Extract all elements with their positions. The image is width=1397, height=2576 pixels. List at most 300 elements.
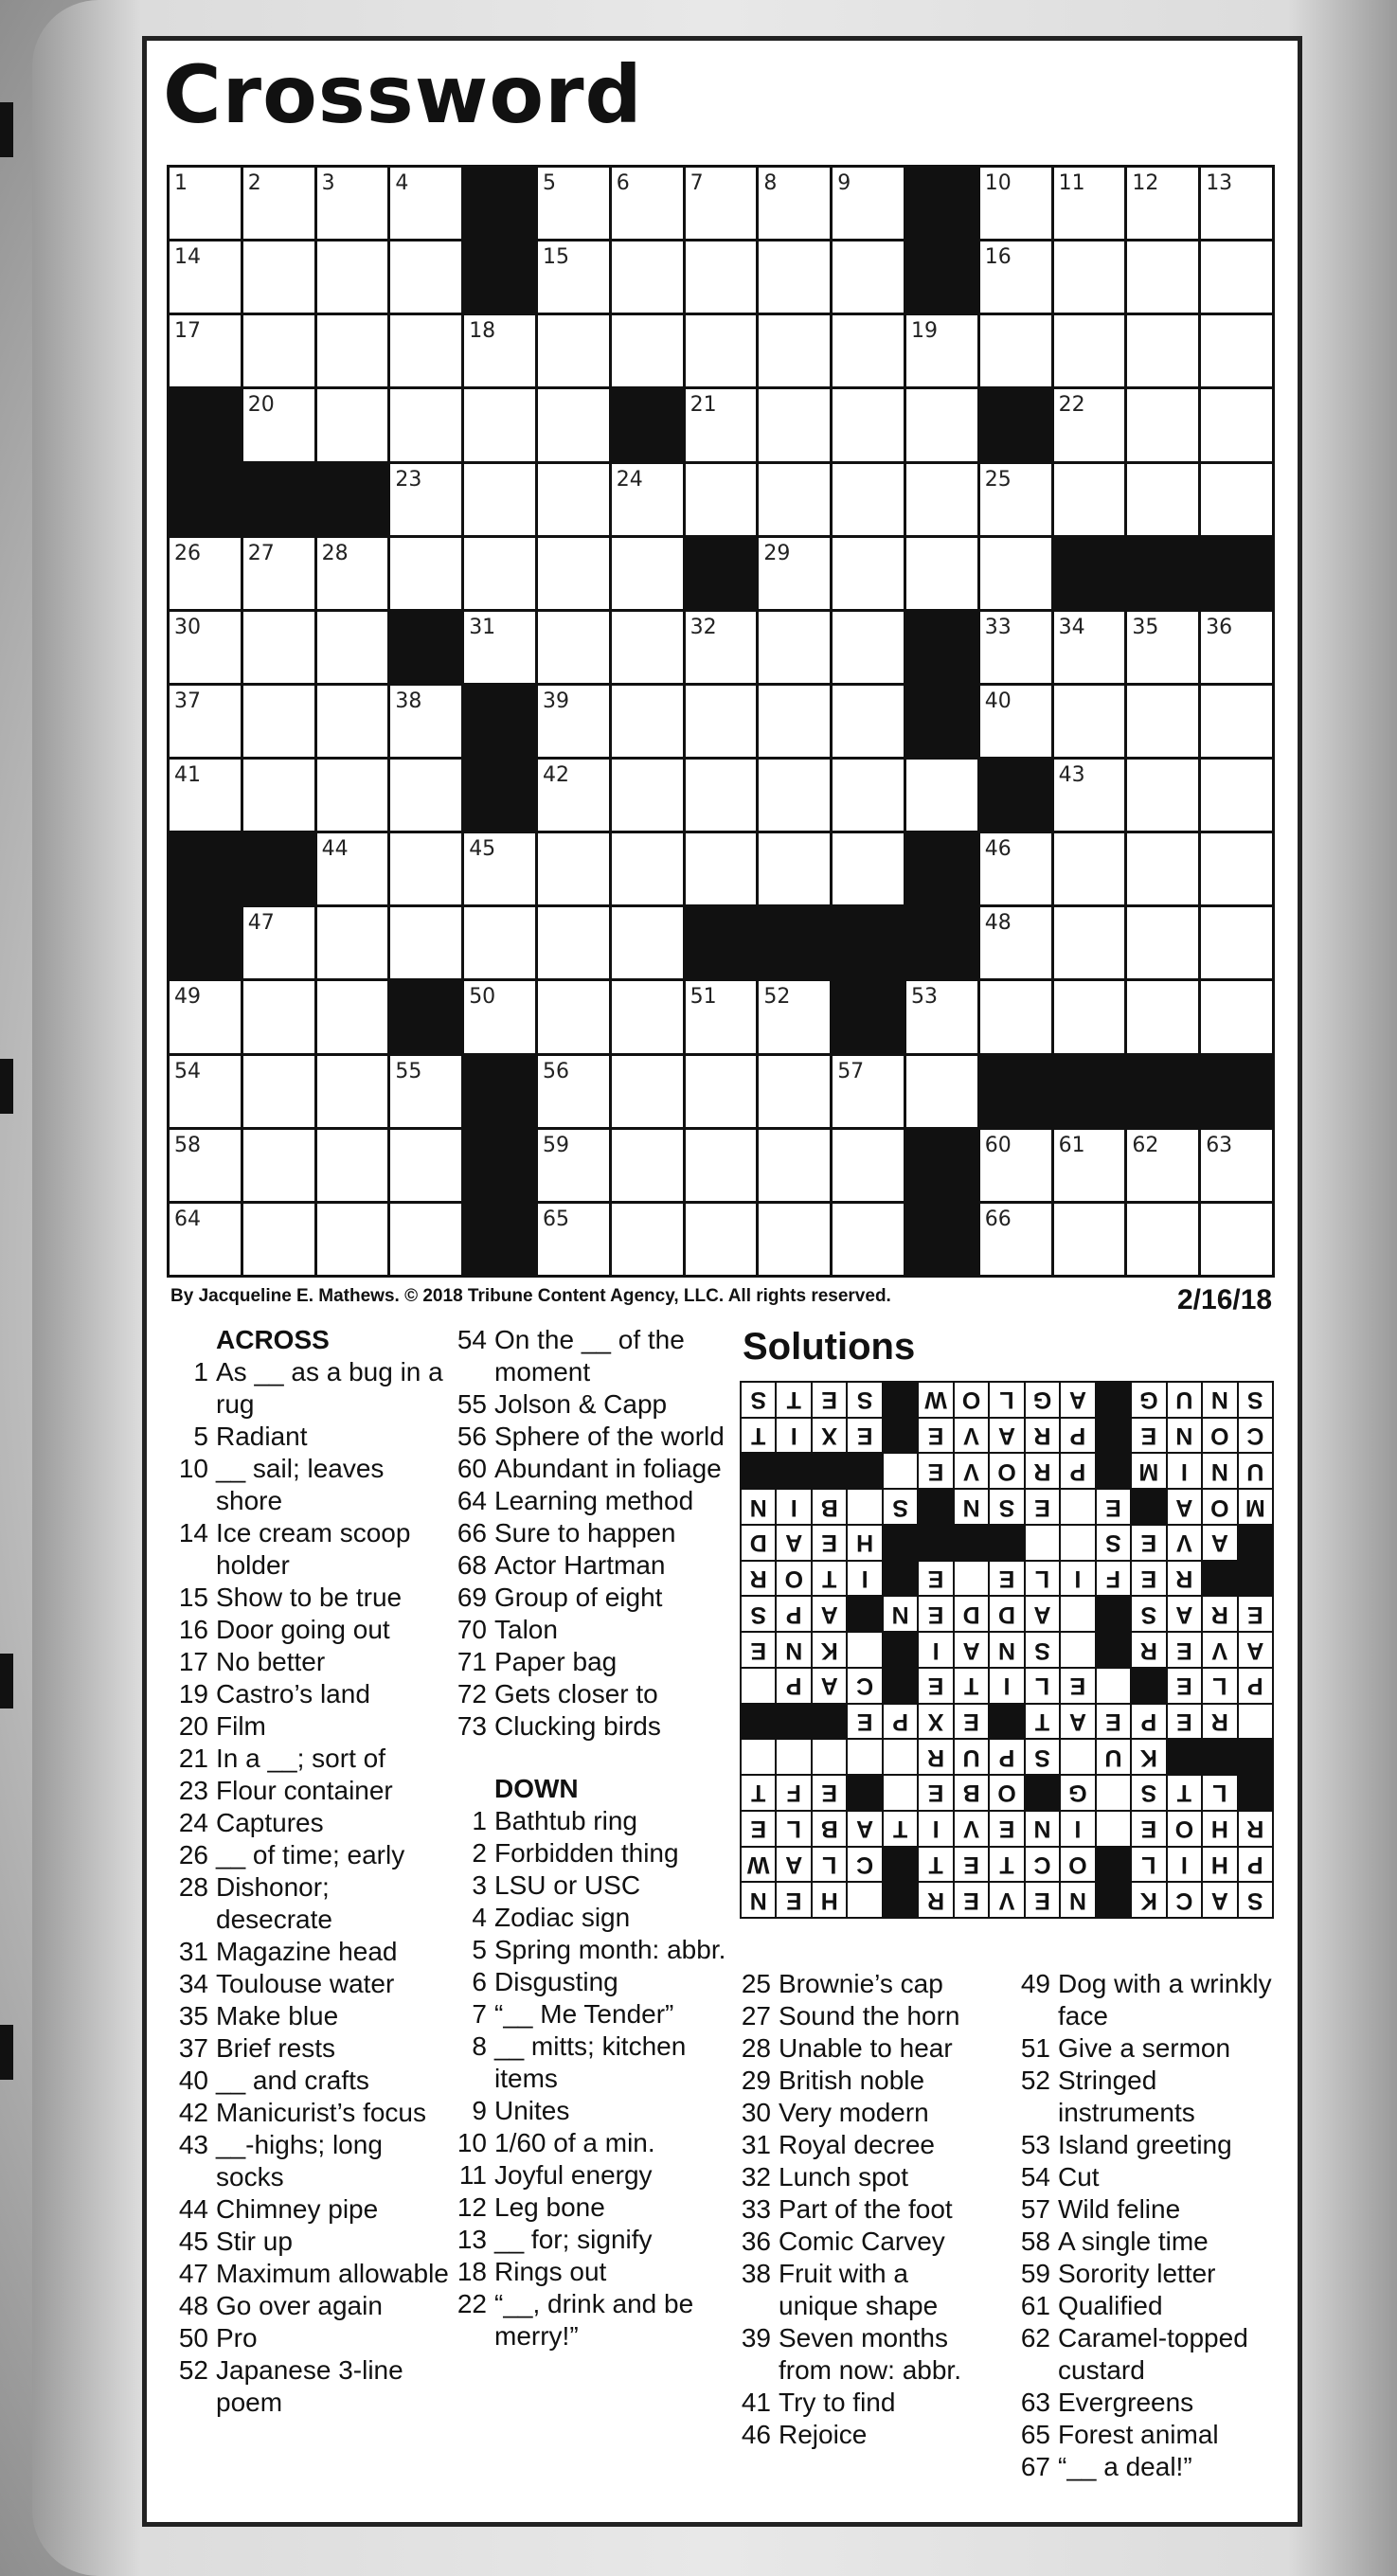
clue-number: 52 bbox=[763, 985, 791, 1010]
solution-cell: T bbox=[1168, 1776, 1201, 1810]
grid-cell[interactable] bbox=[390, 538, 461, 609]
grid-cell[interactable] bbox=[390, 389, 461, 460]
grid-cell[interactable] bbox=[833, 1204, 904, 1275]
grid-cell[interactable] bbox=[759, 1130, 830, 1201]
grid-cell[interactable] bbox=[686, 389, 757, 460]
grid-cell[interactable] bbox=[833, 1130, 904, 1201]
grid-cell[interactable] bbox=[1054, 833, 1125, 904]
puzzle-date: 2/16/18 bbox=[1177, 1284, 1273, 1315]
grid-cell[interactable] bbox=[906, 464, 977, 535]
grid-cell[interactable] bbox=[612, 981, 683, 1052]
solution-black-square bbox=[884, 1383, 917, 1417]
clue-number: 4 bbox=[395, 171, 409, 195]
grid-cell[interactable] bbox=[538, 1130, 609, 1201]
grid-cell[interactable] bbox=[1201, 1204, 1272, 1275]
grid-cell[interactable] bbox=[612, 168, 683, 239]
grid-cell[interactable] bbox=[686, 612, 757, 683]
grid-cell[interactable] bbox=[980, 686, 1051, 757]
grid-cell[interactable] bbox=[538, 907, 609, 978]
grid-cell[interactable] bbox=[1127, 981, 1198, 1052]
grid-cell[interactable] bbox=[538, 612, 609, 683]
black-square bbox=[243, 464, 314, 535]
black-square bbox=[906, 833, 977, 904]
grid-cell[interactable] bbox=[170, 686, 241, 757]
grid-cell[interactable] bbox=[612, 538, 683, 609]
down-clue bbox=[1009, 2322, 1283, 2387]
grid-cell[interactable] bbox=[464, 389, 535, 460]
grid-cell[interactable] bbox=[833, 315, 904, 386]
grid-cell[interactable] bbox=[906, 1056, 977, 1127]
grid-cell[interactable] bbox=[686, 833, 757, 904]
clue-number: 17 bbox=[178, 1647, 208, 1676]
grid-cell[interactable] bbox=[538, 686, 609, 757]
grid-cell[interactable] bbox=[317, 389, 388, 460]
grid-cell[interactable] bbox=[243, 981, 314, 1052]
grid-cell[interactable] bbox=[464, 538, 535, 609]
clue-number: 29 bbox=[763, 541, 791, 565]
solution-cell: C bbox=[1026, 1848, 1059, 1882]
grid-cell[interactable] bbox=[980, 612, 1051, 683]
grid-cell[interactable] bbox=[317, 981, 388, 1052]
grid-cell[interactable] bbox=[243, 1056, 314, 1127]
grid-cell[interactable] bbox=[1201, 907, 1272, 978]
grid-cell[interactable] bbox=[170, 538, 241, 609]
grid-cell[interactable] bbox=[317, 760, 388, 831]
grid-cell[interactable] bbox=[759, 833, 830, 904]
grid-cell[interactable] bbox=[833, 612, 904, 683]
grid-cell[interactable] bbox=[317, 907, 388, 978]
clue-text: __ for; signify bbox=[494, 2225, 653, 2254]
grid-cell[interactable] bbox=[390, 1056, 461, 1127]
grid-cell[interactable] bbox=[1201, 168, 1272, 239]
grid-cell[interactable] bbox=[464, 833, 535, 904]
grid-cell[interactable] bbox=[833, 242, 904, 313]
clue-text: Seven months from now: abbr. bbox=[779, 2323, 961, 2385]
grid-cell[interactable] bbox=[980, 538, 1051, 609]
grid-cell[interactable] bbox=[686, 168, 757, 239]
grid-cell[interactable] bbox=[1201, 464, 1272, 535]
clue-text: As __ as a bug in a rug bbox=[216, 1357, 443, 1419]
grid-cell[interactable] bbox=[1054, 907, 1125, 978]
grid-cell[interactable] bbox=[759, 389, 830, 460]
clue-number: 72 bbox=[457, 1679, 487, 1708]
grid-cell[interactable] bbox=[1127, 168, 1198, 239]
across-clue bbox=[167, 2097, 451, 2129]
grid-cell[interactable] bbox=[390, 168, 461, 239]
grid-cell[interactable] bbox=[686, 760, 757, 831]
across-clue bbox=[445, 1710, 729, 1743]
grid-cell[interactable] bbox=[612, 242, 683, 313]
grid-cell[interactable] bbox=[1127, 686, 1198, 757]
down-clue bbox=[445, 2224, 729, 2256]
across-clue bbox=[167, 1517, 451, 1582]
grid-cell[interactable] bbox=[243, 538, 314, 609]
grid-cell[interactable] bbox=[686, 981, 757, 1052]
grid-cell[interactable] bbox=[759, 242, 830, 313]
down-clue bbox=[445, 1805, 729, 1837]
clue-number: 3 bbox=[321, 171, 335, 195]
grid-cell[interactable] bbox=[612, 686, 683, 757]
black-square bbox=[833, 907, 904, 978]
down-clue bbox=[729, 2193, 994, 2226]
grid-cell[interactable] bbox=[1201, 981, 1272, 1052]
clue-number: 6 bbox=[616, 171, 630, 195]
grid-cell[interactable] bbox=[170, 981, 241, 1052]
solution-cell: V bbox=[1203, 1633, 1236, 1667]
grid-cell[interactable] bbox=[1201, 760, 1272, 831]
grid-cell[interactable] bbox=[538, 464, 609, 535]
grid-cell[interactable] bbox=[243, 315, 314, 386]
clue-number: 7 bbox=[472, 1999, 487, 2029]
credit-line: By Jacqueline E. Mathews. © 2018 Tribune Content Agency, LLC. All rights reserved. bbox=[170, 1286, 891, 1306]
grid-cell[interactable] bbox=[980, 168, 1051, 239]
down-clue bbox=[445, 1869, 729, 1902]
grid-cell[interactable] bbox=[464, 464, 535, 535]
grid-cell[interactable] bbox=[1127, 1204, 1198, 1275]
solution-cell: E bbox=[1168, 1633, 1201, 1667]
solution-cell: E bbox=[955, 1705, 988, 1739]
grid-cell[interactable] bbox=[833, 538, 904, 609]
solution-cell: U bbox=[1239, 1454, 1272, 1488]
clue-text: Part of the foot bbox=[779, 2194, 953, 2224]
clue-text: Stir up bbox=[216, 2227, 293, 2256]
grid-cell[interactable] bbox=[1201, 612, 1272, 683]
solution-cell: E bbox=[1026, 1883, 1059, 1917]
grid-cell[interactable] bbox=[464, 612, 535, 683]
clue-text: Clucking birds bbox=[494, 1711, 661, 1741]
black-square bbox=[612, 389, 683, 460]
down-clue bbox=[729, 1968, 994, 2000]
grid-cell[interactable] bbox=[1054, 464, 1125, 535]
grid-cell[interactable] bbox=[1127, 612, 1198, 683]
grid-cell[interactable] bbox=[980, 242, 1051, 313]
solution-cell: A bbox=[813, 1597, 846, 1631]
grid-cell[interactable] bbox=[906, 315, 977, 386]
grid-cell[interactable] bbox=[538, 1056, 609, 1127]
clue-text: __ sail; leaves shore bbox=[216, 1454, 385, 1515]
solution-cell: E bbox=[742, 1633, 775, 1667]
across-clue bbox=[167, 1775, 451, 1807]
grid-cell[interactable] bbox=[170, 1204, 241, 1275]
clue-text: Qualified bbox=[1058, 2291, 1163, 2320]
solution-cell bbox=[1061, 1526, 1094, 1560]
grid-cell[interactable] bbox=[686, 242, 757, 313]
grid-cell[interactable] bbox=[686, 1130, 757, 1201]
grid-cell[interactable] bbox=[390, 907, 461, 978]
grid-cell[interactable] bbox=[1054, 686, 1125, 757]
down-clue bbox=[1009, 2451, 1283, 2483]
grid-cell[interactable] bbox=[317, 1130, 388, 1201]
grid-cell[interactable] bbox=[243, 907, 314, 978]
solution-cell: I bbox=[848, 1562, 881, 1596]
grid-cell[interactable] bbox=[538, 242, 609, 313]
grid-cell[interactable] bbox=[759, 612, 830, 683]
clue-number: 64 bbox=[174, 1207, 201, 1231]
clue-text: Dog with a wrinkly face bbox=[1058, 1969, 1272, 2030]
solution-cell: T bbox=[813, 1562, 846, 1596]
grid-cell[interactable] bbox=[833, 760, 904, 831]
solution-cell: R bbox=[919, 1740, 952, 1774]
black-square bbox=[906, 242, 977, 313]
grid-cell[interactable] bbox=[1201, 833, 1272, 904]
grid-cell[interactable] bbox=[1127, 760, 1198, 831]
grid-cell[interactable] bbox=[1127, 907, 1198, 978]
solution-cell: E bbox=[1132, 1562, 1165, 1596]
grid-cell[interactable] bbox=[538, 833, 609, 904]
grid-cell[interactable] bbox=[243, 760, 314, 831]
grid-cell[interactable] bbox=[1201, 1130, 1272, 1201]
grid-cell[interactable] bbox=[1054, 389, 1125, 460]
clue-text: Actor Hartman bbox=[494, 1550, 666, 1580]
grid-cell[interactable] bbox=[833, 389, 904, 460]
clue-text: Rejoice bbox=[779, 2420, 868, 2449]
grid-cell[interactable] bbox=[170, 760, 241, 831]
grid-cell[interactable] bbox=[538, 1204, 609, 1275]
solution-cell: O bbox=[1168, 1812, 1201, 1846]
grid-cell[interactable] bbox=[317, 242, 388, 313]
grid-cell[interactable] bbox=[612, 315, 683, 386]
grid-cell[interactable] bbox=[759, 1204, 830, 1275]
grid-cell[interactable] bbox=[759, 315, 830, 386]
grid-cell[interactable] bbox=[243, 242, 314, 313]
clue-number: 16 bbox=[178, 1615, 208, 1644]
grid-cell[interactable] bbox=[1127, 464, 1198, 535]
grid-cell[interactable] bbox=[317, 1204, 388, 1275]
grid-cell[interactable] bbox=[390, 1130, 461, 1201]
grid-cell[interactable] bbox=[1054, 315, 1125, 386]
clue-number: 54 bbox=[174, 1059, 201, 1083]
solution-cell: M bbox=[1239, 1490, 1272, 1524]
across-clue bbox=[445, 1388, 729, 1421]
grid-cell[interactable] bbox=[538, 538, 609, 609]
grid-cell[interactable] bbox=[980, 1204, 1051, 1275]
black-square bbox=[464, 1204, 535, 1275]
clue-number: 17 bbox=[174, 319, 201, 344]
grid-cell[interactable] bbox=[833, 168, 904, 239]
down-clue bbox=[729, 2161, 994, 2193]
across-clue bbox=[445, 1324, 729, 1388]
grid-cell[interactable] bbox=[612, 1130, 683, 1201]
clue-number: 21 bbox=[178, 1744, 208, 1773]
grid-cell[interactable] bbox=[759, 1056, 830, 1127]
solution-cell: H bbox=[813, 1883, 846, 1917]
grid-cell[interactable] bbox=[170, 612, 241, 683]
grid-cell[interactable] bbox=[538, 760, 609, 831]
solution-black-square bbox=[1097, 1454, 1130, 1488]
grid-cell[interactable] bbox=[612, 1204, 683, 1275]
grid-cell[interactable] bbox=[980, 833, 1051, 904]
clue-number: 2 bbox=[472, 1838, 487, 1868]
grid-cell[interactable] bbox=[906, 389, 977, 460]
grid-cell[interactable] bbox=[612, 907, 683, 978]
grid-cell[interactable] bbox=[833, 833, 904, 904]
grid-cell[interactable] bbox=[1201, 315, 1272, 386]
grid-cell[interactable] bbox=[980, 315, 1051, 386]
grid-cell[interactable] bbox=[1054, 168, 1125, 239]
grid-cell[interactable] bbox=[538, 389, 609, 460]
solution-cell: O bbox=[990, 1776, 1023, 1810]
grid-cell[interactable] bbox=[170, 1130, 241, 1201]
solution-cell: H bbox=[1203, 1812, 1236, 1846]
solution-cell: I bbox=[1061, 1562, 1094, 1596]
clue-text: Sorority letter bbox=[1058, 2259, 1216, 2288]
clue-number: 28 bbox=[321, 541, 349, 565]
grid-cell[interactable] bbox=[390, 1204, 461, 1275]
grid-cell[interactable] bbox=[464, 907, 535, 978]
solution-cell: T bbox=[955, 1669, 988, 1703]
grid-cell[interactable] bbox=[1054, 981, 1125, 1052]
black-square bbox=[464, 760, 535, 831]
clue-number: 25 bbox=[984, 467, 1012, 492]
solution-black-square bbox=[848, 1454, 881, 1488]
grid-cell[interactable] bbox=[980, 907, 1051, 978]
grid-cell[interactable] bbox=[1127, 389, 1198, 460]
solution-cell bbox=[848, 1490, 881, 1524]
grid-cell[interactable] bbox=[612, 464, 683, 535]
grid-cell[interactable] bbox=[759, 464, 830, 535]
grid-cell[interactable] bbox=[1127, 833, 1198, 904]
grid-cell[interactable] bbox=[906, 981, 977, 1052]
grid-cell[interactable] bbox=[390, 833, 461, 904]
grid-cell[interactable] bbox=[1054, 242, 1125, 313]
grid-cell[interactable] bbox=[170, 242, 241, 313]
grid-cell[interactable] bbox=[1201, 242, 1272, 313]
grid-cell[interactable] bbox=[243, 612, 314, 683]
grid-cell[interactable] bbox=[243, 1204, 314, 1275]
solution-cell: O bbox=[1061, 1848, 1094, 1882]
solution-black-square bbox=[1239, 1776, 1272, 1810]
clue-number: 42 bbox=[178, 2098, 208, 2127]
down-clue bbox=[1009, 2226, 1283, 2258]
grid-cell[interactable] bbox=[686, 315, 757, 386]
grid-cell[interactable] bbox=[170, 315, 241, 386]
grid-cell[interactable] bbox=[317, 1056, 388, 1127]
grid-cell[interactable] bbox=[243, 168, 314, 239]
solution-cell: E bbox=[955, 1883, 988, 1917]
solution-cell: L bbox=[1026, 1562, 1059, 1596]
grid-cell[interactable] bbox=[612, 833, 683, 904]
clue-text: Gets closer to bbox=[494, 1679, 658, 1708]
grid-cell[interactable] bbox=[1054, 612, 1125, 683]
solution-cell: S bbox=[1239, 1383, 1272, 1417]
grid-cell[interactable] bbox=[833, 686, 904, 757]
clue-number: 27 bbox=[247, 541, 275, 565]
grid-cell[interactable] bbox=[317, 833, 388, 904]
grid-cell[interactable] bbox=[243, 1130, 314, 1201]
clue-number: 23 bbox=[395, 467, 422, 492]
clue-text: Try to find bbox=[779, 2388, 896, 2417]
grid-cell[interactable] bbox=[1201, 389, 1272, 460]
grid-cell[interactable] bbox=[1127, 1130, 1198, 1201]
grid-cell[interactable] bbox=[170, 168, 241, 239]
solution-black-square bbox=[1203, 1562, 1236, 1596]
grid-cell[interactable] bbox=[759, 168, 830, 239]
grid-cell[interactable] bbox=[759, 981, 830, 1052]
grid-cell[interactable] bbox=[1127, 242, 1198, 313]
grid-cell[interactable] bbox=[1201, 686, 1272, 757]
clue-number: 59 bbox=[543, 1133, 569, 1157]
grid-cell[interactable] bbox=[390, 760, 461, 831]
grid-cell[interactable] bbox=[1054, 1204, 1125, 1275]
grid-cell[interactable] bbox=[390, 242, 461, 313]
grid-cell[interactable] bbox=[317, 612, 388, 683]
grid-cell[interactable] bbox=[243, 389, 314, 460]
grid-cell[interactable] bbox=[390, 464, 461, 535]
clue-number: 57 bbox=[1020, 2194, 1050, 2224]
grid-cell[interactable] bbox=[170, 1056, 241, 1127]
clue-number: 5 bbox=[193, 1422, 208, 1451]
grid-cell[interactable] bbox=[1127, 315, 1198, 386]
grid-cell[interactable] bbox=[243, 686, 314, 757]
black-square bbox=[1054, 538, 1125, 609]
grid-cell[interactable] bbox=[833, 1056, 904, 1127]
clue-number: 62 bbox=[1020, 2323, 1050, 2352]
solution-cell: G bbox=[1026, 1383, 1059, 1417]
grid-cell[interactable] bbox=[464, 981, 535, 1052]
grid-cell[interactable] bbox=[833, 464, 904, 535]
across-clue bbox=[167, 1871, 451, 1936]
grid-cell[interactable] bbox=[1054, 1130, 1125, 1201]
grid-cell[interactable] bbox=[906, 760, 977, 831]
grid-cell[interactable] bbox=[317, 315, 388, 386]
grid-cell[interactable] bbox=[612, 612, 683, 683]
grid-cell[interactable] bbox=[980, 464, 1051, 535]
grid-cell[interactable] bbox=[317, 168, 388, 239]
grid-cell[interactable] bbox=[317, 686, 388, 757]
grid-cell[interactable] bbox=[390, 686, 461, 757]
solution-black-square bbox=[813, 1454, 846, 1488]
clue-number: 45 bbox=[469, 837, 496, 862]
grid-cell[interactable] bbox=[686, 464, 757, 535]
solution-cell: A bbox=[990, 1419, 1023, 1453]
grid-cell[interactable] bbox=[612, 760, 683, 831]
grid-cell[interactable] bbox=[464, 315, 535, 386]
grid-cell[interactable] bbox=[759, 686, 830, 757]
clue-number: 32 bbox=[741, 2162, 771, 2191]
grid-cell[interactable] bbox=[538, 315, 609, 386]
grid-cell[interactable] bbox=[390, 315, 461, 386]
solution-cell: E bbox=[813, 1776, 846, 1810]
clue-number: 14 bbox=[178, 1518, 208, 1547]
grid-cell[interactable] bbox=[906, 538, 977, 609]
solution-cell: N bbox=[1203, 1454, 1236, 1488]
grid-cell[interactable] bbox=[759, 760, 830, 831]
clue-number: 44 bbox=[178, 2194, 208, 2224]
across-clue bbox=[445, 1582, 729, 1614]
solution-cell: E bbox=[919, 1454, 952, 1488]
grid-cell[interactable] bbox=[317, 538, 388, 609]
grid-cell[interactable] bbox=[686, 1204, 757, 1275]
clue-number: 23 bbox=[178, 1776, 208, 1805]
solution-cell: E bbox=[1168, 1705, 1201, 1739]
clue-number: 14 bbox=[174, 245, 201, 270]
solution-cell bbox=[1061, 1633, 1094, 1667]
grid-cell[interactable] bbox=[980, 981, 1051, 1052]
grid-cell[interactable] bbox=[759, 538, 830, 609]
down-clue bbox=[1009, 2032, 1283, 2065]
grid-cell[interactable] bbox=[538, 981, 609, 1052]
grid-cell[interactable] bbox=[612, 1056, 683, 1127]
grid-cell[interactable] bbox=[686, 1056, 757, 1127]
solution-black-square bbox=[1168, 1740, 1201, 1774]
solution-cell: E bbox=[955, 1848, 988, 1882]
grid-cell[interactable] bbox=[538, 168, 609, 239]
grid-cell[interactable] bbox=[1054, 760, 1125, 831]
solution-cell: C bbox=[1239, 1419, 1272, 1453]
grid-cell[interactable] bbox=[980, 1130, 1051, 1201]
solution-cell: I bbox=[777, 1419, 810, 1453]
grid-cell[interactable] bbox=[686, 686, 757, 757]
